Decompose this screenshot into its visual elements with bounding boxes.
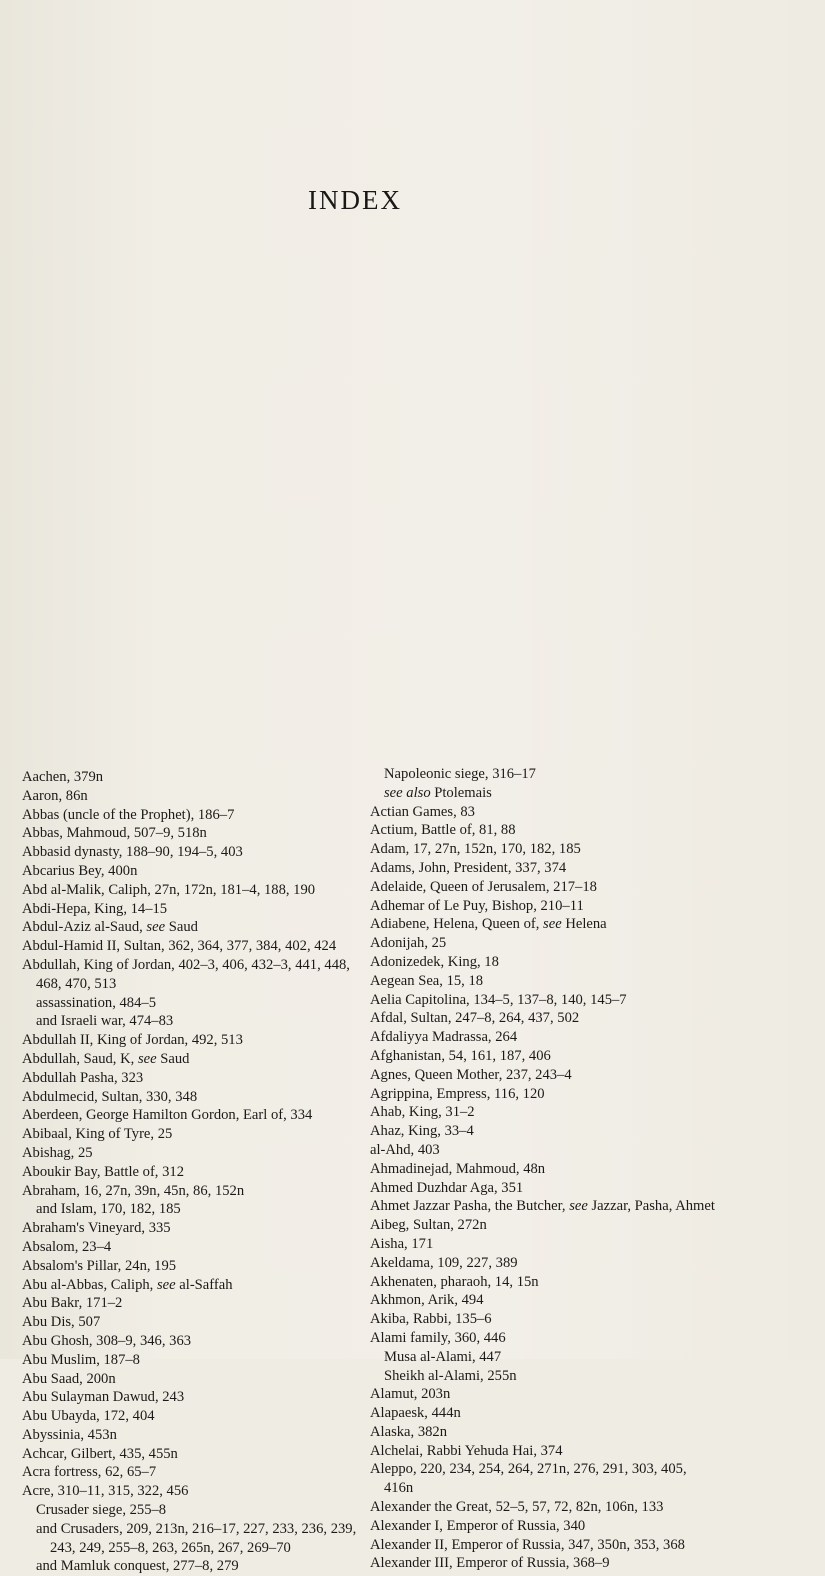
index-entry: Abcarius Bey, 400n [22, 862, 138, 879]
index-entry: Abu Ghosh, 308–9, 346, 363 [22, 1332, 192, 1349]
index-entry: Alamut, 203n [370, 1386, 451, 1403]
index-entry: Agnes, Queen Mother, 237, 243–4 [370, 1066, 572, 1083]
index-entry: Abraham's Vineyard, 335 [22, 1220, 171, 1237]
index-entry: Ahmet Jazzar Pasha, the Butcher, see Jazzar, Pasha, Ahmet [370, 1198, 715, 1215]
index-entry: Aibeg, Sultan, 272n [370, 1217, 487, 1234]
index-entry: Achcar, Gilbert, 435, 455n [22, 1445, 178, 1462]
index-entry: Adonijah, 25 [370, 935, 447, 952]
index-entry: Akeldama, 109, 227, 389 [370, 1254, 518, 1271]
index-subentry: and Mamluk conquest, 277–8, 279 [36, 1558, 239, 1575]
index-entry: Adiabene, Helena, Queen of, see Helena [370, 916, 607, 933]
index-entry: Abu Saad, 200n [22, 1370, 116, 1387]
index-entry: Afghanistan, 54, 161, 187, 406 [370, 1047, 551, 1064]
index-entry: Alchelai, Rabbi Yehuda Hai, 374 [370, 1442, 563, 1459]
index-entry: Abdulmecid, Sultan, 330, 348 [22, 1088, 198, 1105]
index-entry: Alexander I, Emperor of Russia, 340 [370, 1517, 586, 1534]
index-entry: Abdul-Hamid II, Sultan, 362, 364, 377, 384, 402, 424 [22, 938, 337, 955]
index-entry: Abu Bakr, 171–2 [22, 1295, 123, 1312]
index-subentry: assassination, 484–5 [36, 994, 156, 1011]
index-entry: Aaron, 86n [22, 787, 88, 804]
index-entry: Abd al-Malik, Caliph, 27n, 172n, 181–4, 188, 190 [22, 881, 316, 898]
index-entry: Abdullah II, King of Jordan, 492, 513 [22, 1032, 243, 1049]
index-entry: Afdaliyya Madrassa, 264 [370, 1029, 518, 1046]
index-entry: Aboukir Bay, Battle of, 312 [22, 1163, 184, 1180]
index-entry: Absalom, 23–4 [22, 1238, 112, 1255]
index-entry: Absalom's Pillar, 24n, 195 [22, 1257, 177, 1274]
index-entry: Abdullah Pasha, 323 [22, 1069, 144, 1086]
index-entry: Adams, John, President, 337, 374 [370, 859, 567, 876]
index-entry: Acra fortress, 62, 65–7 [22, 1464, 157, 1481]
page-title: INDEX [308, 185, 402, 215]
index-entry: Ahaz, King, 33–4 [370, 1123, 474, 1140]
index-entry: Adonizedek, King, 18 [370, 953, 499, 970]
index-entry: Aberdeen, George Hamilton Gordon, Earl of, 334 [22, 1107, 313, 1124]
index-entry: Abbasid dynasty, 188–90, 194–5, 403 [22, 844, 243, 861]
index-column-left [22, 768, 367, 1576]
index-entry: Abu Muslim, 187–8 [22, 1351, 140, 1368]
index-entry: Actian Games, 83 [370, 803, 475, 820]
index-entry: Ahmadinejad, Mahmoud, 48n [370, 1160, 546, 1177]
index-entry: Alexander the Great, 52–5, 57, 72, 82n, 106n, 133 [370, 1499, 664, 1516]
index-entry: Abu al-Abbas, Caliph, see al-Saffah [22, 1276, 233, 1293]
index-entry: Ahab, King, 31–2 [370, 1104, 475, 1121]
index-entry: Adam, 17, 27n, 152n, 170, 182, 185 [370, 841, 581, 858]
index-entry: Alapaesk, 444n [370, 1405, 461, 1422]
index-entry: Actium, Battle of, 81, 88 [370, 822, 516, 839]
index-entry: Aleppo, 220, 234, 254, 264, 271n, 276, 291, 303, 405, 416n [370, 1461, 687, 1497]
index-entry: Abyssinia, 453n [22, 1426, 117, 1443]
index-entry: Abdul-Aziz al-Saud, see Saud [22, 919, 198, 936]
index-entry: Agrippina, Empress, 116, 120 [370, 1085, 545, 1102]
index-entry: Abu Dis, 507 [22, 1314, 101, 1331]
index-entry: Aisha, 171 [370, 1235, 434, 1252]
index-entry: Adelaide, Queen of Jerusalem, 217–18 [370, 878, 597, 895]
index-entry: Alami family, 360, 446 [370, 1329, 506, 1346]
index-entry: Abbas, Mahmoud, 507–9, 518n [22, 825, 207, 842]
index-entry: Abu Ubayda, 172, 404 [22, 1408, 155, 1425]
index-entry: Acre, 310–11, 315, 322, 456 [22, 1483, 189, 1500]
index-entry: Afdal, Sultan, 247–8, 264, 437, 502 [370, 1010, 580, 1027]
index-subentry: and Crusaders, 209, 213n, 216–17, 227, 233, 236, 239, 243, 249, 255–8, 263, 265n, 267, 269–70 [36, 1520, 357, 1556]
index-entry: Alexander III, Emperor of Russia, 368–9 [370, 1555, 610, 1572]
index-entry: Abbas (uncle of the Prophet), 186–7 [22, 806, 235, 823]
index-entry: al-Ahd, 403 [370, 1141, 440, 1158]
index-entry: Aelia Capitolina, 134–5, 137–8, 140, 145–7 [370, 991, 627, 1008]
index-entry: Abishag, 25 [22, 1144, 93, 1161]
index-entry: Adhemar of Le Puy, Bishop, 210–11 [370, 897, 584, 914]
index-subentry: Napoleonic siege, 316–17 [384, 766, 536, 782]
index-subentry: Musa al-Alami, 447 [384, 1348, 502, 1365]
index-entry: Aegean Sea, 15, 18 [370, 972, 484, 989]
index-entry: Ahmed Duzhdar Aga, 351 [370, 1179, 524, 1196]
index-entry: Aachen, 379n [22, 769, 104, 785]
index-entry: Abu Sulayman Dawud, 243 [22, 1389, 185, 1406]
index-entry: Alexander II, Emperor of Russia, 347, 350n, 353, 368 [370, 1536, 685, 1553]
index-entry: Akiba, Rabbi, 135–6 [370, 1311, 492, 1328]
index-entry: Abdullah, King of Jordan, 402–3, 406, 432–3, 441, 448, 468, 470, 513 [22, 956, 350, 992]
index-subentry: see also Ptolemais [384, 784, 492, 801]
index-entry: Abraham, 16, 27n, 39n, 45n, 86, 152n [22, 1182, 245, 1199]
index-entry: Akhenaten, pharaoh, 14, 15n [370, 1273, 539, 1290]
index-entry: Akhmon, Arik, 494 [370, 1292, 484, 1309]
index-entry: Abdullah, Saud, K, see Saud [22, 1050, 190, 1067]
index-entry: Abibaal, King of Tyre, 25 [22, 1126, 173, 1143]
index-entry: Alaska, 382n [370, 1423, 448, 1440]
index-subentry: Crusader siege, 255–8 [36, 1502, 167, 1519]
index-subentry: and Islam, 170, 182, 185 [36, 1201, 181, 1218]
index-entry: Abdi-Hepa, King, 14–15 [22, 900, 168, 917]
index-subentry: and Israeli war, 474–83 [36, 1013, 174, 1030]
index-column-right [370, 765, 715, 1573]
index-subentry: Sheikh al-Alami, 255n [384, 1367, 517, 1384]
